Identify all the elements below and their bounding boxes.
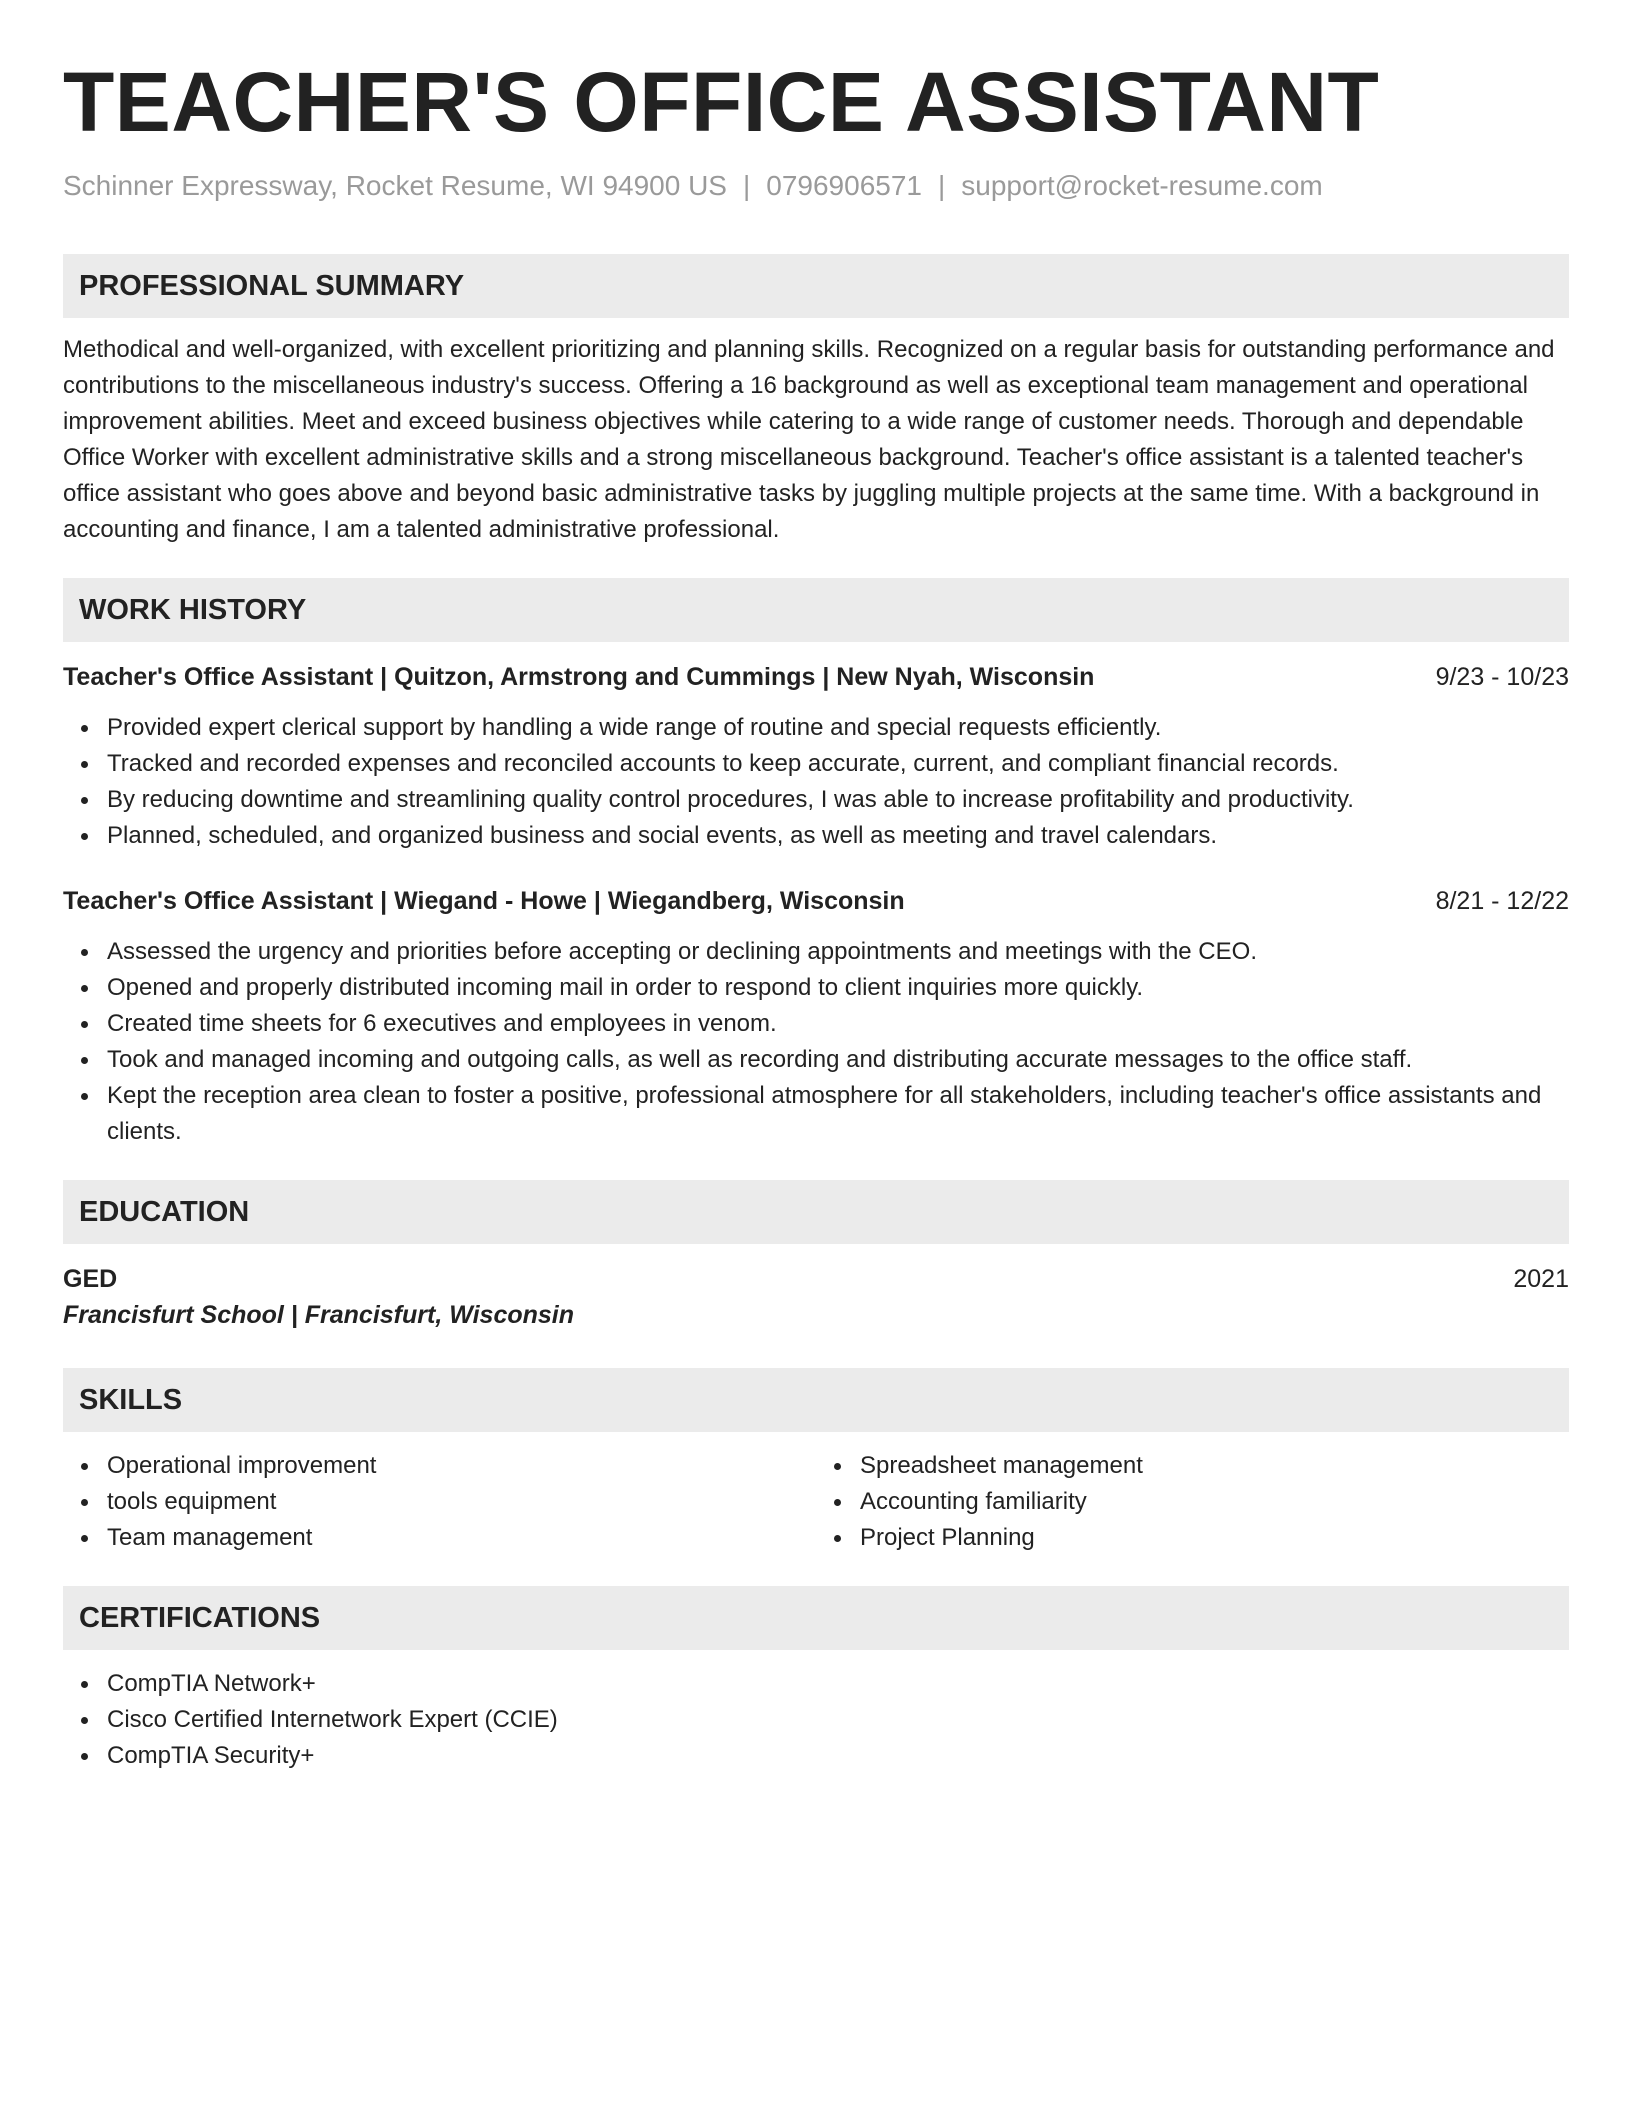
contact-separator: | bbox=[742, 170, 751, 201]
skill-item: Project Planning bbox=[860, 1520, 1569, 1556]
skill-item: tools equipment bbox=[107, 1484, 816, 1520]
summary-text: Methodical and well-organized, with excellent prioritizing and planning skills. Recognized on a regular basis for outstanding performance and contributions to the miscellaneous industry's success. Offering a 16 background as well as exceptional team management and operational improvement abilities. Meet and exceed business objectives while catering to a wide range of customer needs. Thorough and dependable Office Worker with excellent administrative skills and a strong miscellaneous background. Teacher's office assistant is a talented teacher's office assistant who goes above and beyond basic administrative tasks by juggling multiple projects at the same time. With a background in accounting and finance, I am a talented administrative professional. bbox=[63, 336, 1555, 543]
skills-list bbox=[816, 1448, 1569, 1556]
skill-item: Spreadsheet management bbox=[860, 1448, 1569, 1484]
contact-address: Schinner Expressway, Rocket Resume, WI 94900 US bbox=[63, 170, 727, 201]
job-bullet: Planned, scheduled, and organized business and social events, as well as meeting and travel calendars. bbox=[107, 818, 1569, 854]
skills-column-left bbox=[63, 1448, 816, 1556]
certification-item: Cisco Certified Internetwork Expert (CCIE) bbox=[107, 1702, 1569, 1738]
job-bullet: Provided expert clerical support by handling a wide range of routine and special requests efficiently. bbox=[107, 710, 1569, 746]
job-dates: 9/23 - 10/23 bbox=[1435, 663, 1569, 691]
section-heading-skills: SKILLS bbox=[63, 1368, 1569, 1432]
job-entry bbox=[63, 660, 1569, 854]
job-bullet: Tracked and recorded expenses and reconciled accounts to keep accurate, current, and compliant financial records. bbox=[107, 746, 1569, 782]
education-school: Francisfurt School | Francisfurt, Wisconsin bbox=[63, 1301, 575, 1329]
certification-item: CompTIA Network+ bbox=[107, 1666, 1569, 1702]
education-degree: GED bbox=[63, 1265, 118, 1293]
contact-separator: | bbox=[938, 170, 946, 201]
skill-item: Operational improvement bbox=[107, 1448, 816, 1484]
job-bullet: By reducing downtime and streamlining quality control procedures, I was able to increase profitability and productivity. bbox=[107, 782, 1569, 818]
certifications-list bbox=[63, 1666, 1569, 1774]
job-bullet: Assessed the urgency and priorities before accepting or declining appointments and meetings with the CEO. bbox=[107, 934, 1569, 970]
job-header bbox=[63, 884, 1569, 918]
contact-line bbox=[63, 168, 1569, 204]
job-title: Teacher's Office Assistant | Wiegand - Howe | Wiegandberg, Wisconsin bbox=[63, 887, 905, 915]
education-entry bbox=[63, 1262, 1569, 1334]
education-header bbox=[63, 1262, 1569, 1296]
education-year: 2021 bbox=[1513, 1265, 1569, 1293]
job-bullet: Kept the reception area clean to foster a positive, professional atmosphere for all stakeholders, including teacher's office assistants and clients. bbox=[107, 1078, 1569, 1150]
job-header bbox=[63, 660, 1569, 694]
job-bullets bbox=[63, 934, 1569, 1150]
section-heading-summary: PROFESSIONAL SUMMARY bbox=[63, 254, 1569, 318]
job-bullet: Took and managed incoming and outgoing calls, as well as recording and distributing accurate messages to the office staff. bbox=[107, 1042, 1569, 1078]
resume-name: TEACHER'S OFFICE ASSISTANT bbox=[63, 55, 1380, 149]
job-bullet: Opened and properly distributed incoming mail in order to respond to client inquiries more quickly. bbox=[107, 970, 1569, 1006]
job-title: Teacher's Office Assistant | Quitzon, Armstrong and Cummings | New Nyah, Wisconsin bbox=[63, 663, 1095, 691]
skills-list bbox=[63, 1448, 816, 1556]
skills-column-right bbox=[816, 1448, 1569, 1556]
section-heading-education: EDUCATION bbox=[63, 1180, 1569, 1244]
contact-email: support@rocket-resume.com bbox=[961, 170, 1323, 201]
job-dates: 8/21 - 12/22 bbox=[1435, 887, 1569, 915]
job-entry bbox=[63, 884, 1569, 1150]
job-bullets bbox=[63, 710, 1569, 854]
skill-item: Team management bbox=[107, 1520, 816, 1556]
job-bullet: Created time sheets for 6 executives and employees in venom. bbox=[107, 1006, 1569, 1042]
skills-grid bbox=[63, 1448, 1569, 1556]
contact-phone: 0796906571 bbox=[766, 170, 922, 201]
section-heading-work-history: WORK HISTORY bbox=[63, 578, 1569, 642]
section-heading-certifications: CERTIFICATIONS bbox=[63, 1586, 1569, 1650]
skill-item: Accounting familiarity bbox=[860, 1484, 1569, 1520]
certification-item: CompTIA Security+ bbox=[107, 1738, 1569, 1774]
